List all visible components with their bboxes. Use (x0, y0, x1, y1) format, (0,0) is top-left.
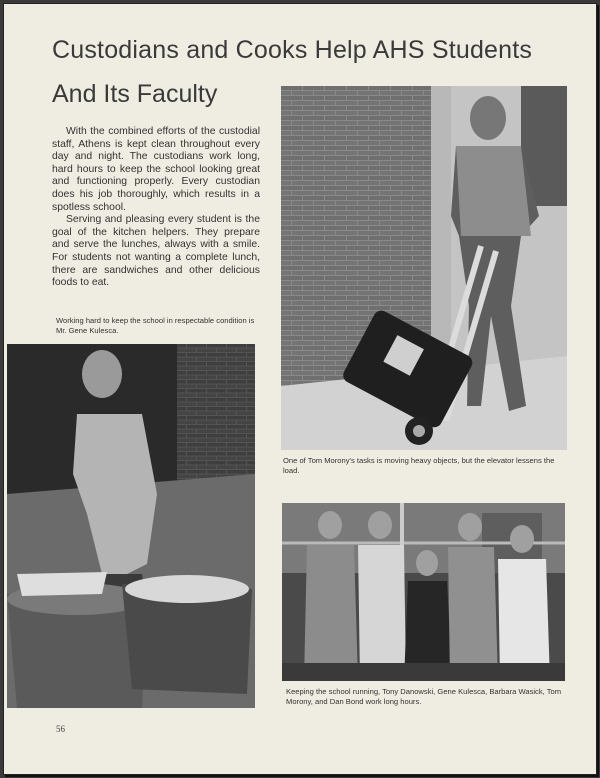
paragraph: With the combined efforts of the custodial staff, Athens is kept clean throughout every day and night. The custodians work long, hard hours to keep the school looking great and functioning properly. Every custodian does his job thoroughly, which results in a spotless school. (52, 126, 260, 213)
subhead: And Its Faculty (52, 80, 218, 108)
headline: Custodians and Cooks Help AHS Students (52, 36, 533, 64)
caption-hand-truck: One of Tom Morony's tasks is moving heavy objects, but the elevator lessens the load. (283, 456, 555, 475)
article-body (52, 126, 260, 290)
photo-hand-truck (281, 86, 567, 450)
page-number: 56 (56, 724, 65, 734)
paragraph: Serving and pleasing every student is the goal of the kitchen helpers. They prepare and serve the lunches, always with a smile. For students not wanting a complete lunch, there are sandwiches and other delicious foods to eat. (52, 214, 260, 289)
photo-group (282, 503, 565, 681)
caption-group-photo: Keeping the school running, Tony Danowski, Gene Kulesca, Barbara Wasick, Tom Morony, and Dan Bond work long hours. (286, 687, 562, 706)
caption-left-photo: Working hard to keep the school in respectable condition is Mr. Gene Kulesca. (56, 316, 255, 335)
yearbook-page (3, 3, 597, 775)
photo-trash-cans (7, 344, 255, 708)
